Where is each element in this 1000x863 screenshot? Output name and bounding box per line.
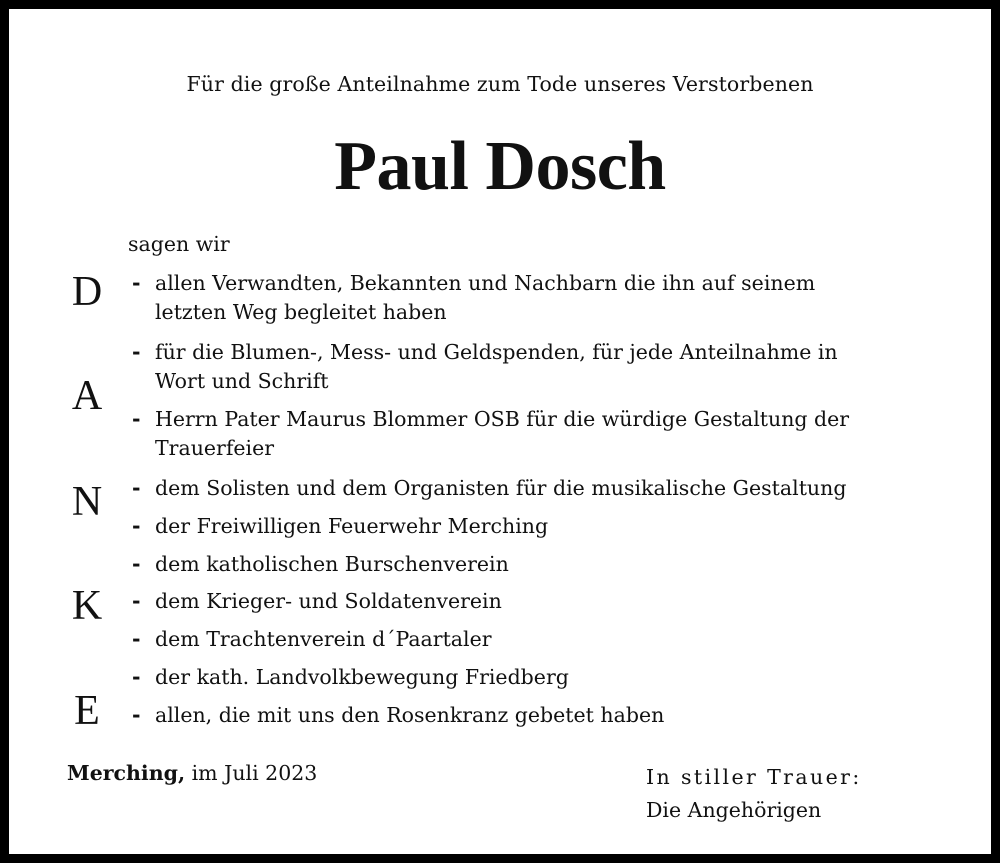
place-date [67, 761, 317, 785]
dash-marker: - [132, 589, 141, 613]
dash-marker: - [132, 665, 141, 689]
list-item [128, 403, 968, 465]
dash-marker: - [132, 476, 141, 500]
list-item [128, 699, 968, 732]
date-text: im Juli 2023 [185, 761, 318, 785]
item-line: Wort und Schrift [155, 369, 329, 393]
danke-letter-k: K [71, 583, 103, 629]
dash-marker: - [132, 340, 141, 364]
list-item [128, 548, 968, 581]
danke-letter-a: A [71, 373, 103, 419]
list-item [128, 661, 968, 694]
item-line: dem Solisten und dem Organisten für die musikalische Gestaltung [155, 476, 847, 500]
item-line: für die Blumen-, Mess- und Geldspenden, für jede Anteilnahme in [155, 340, 838, 364]
item-line: Trauerfeier [155, 436, 275, 460]
item-line: allen Verwandten, Bekannten und Nachbarn die ihn auf seinem [155, 271, 816, 295]
list-item [128, 267, 968, 329]
mourning-text: In stiller Trauer: [646, 765, 862, 789]
danke-letter-d: D [71, 269, 103, 315]
item-line: allen, die mit uns den Rosenkranz gebetet haben [155, 703, 665, 727]
danke-letter-e: E [74, 688, 100, 734]
signed-by: Die Angehörigen [646, 798, 822, 822]
item-line: dem Krieger- und Soldatenverein [155, 589, 502, 613]
dash-marker: - [132, 703, 141, 727]
signature-block [646, 761, 862, 827]
list-item [128, 623, 968, 656]
list-item [128, 510, 968, 543]
item-line: dem Trachtenverein d´Paartaler [155, 627, 492, 651]
place-name: Merching, [67, 761, 186, 785]
dash-marker: - [132, 627, 141, 651]
item-line: der kath. Landvolkbewegung Friedberg [155, 665, 569, 689]
list-item [128, 585, 968, 618]
intro-text: Für die große Anteilnahme zum Tode unseres Verstorbenen [186, 72, 814, 96]
deceased-name: Paul Dosch [334, 128, 666, 205]
list-item [128, 472, 968, 505]
dash-marker: - [132, 271, 141, 295]
item-line: letzten Weg begleitet haben [155, 300, 447, 324]
danke-letter-n: N [71, 479, 103, 525]
item-line: dem katholischen Burschenverein [155, 552, 509, 576]
list-item [128, 336, 968, 398]
lead-text: sagen wir [128, 232, 230, 256]
dash-marker: - [132, 552, 141, 576]
item-line: Herrn Pater Maurus Blommer OSB für die würdige Gestaltung der [155, 407, 850, 431]
item-line: der Freiwilligen Feuerwehr Merching [155, 514, 549, 538]
dash-marker: - [132, 514, 141, 538]
dash-marker: - [132, 407, 141, 431]
